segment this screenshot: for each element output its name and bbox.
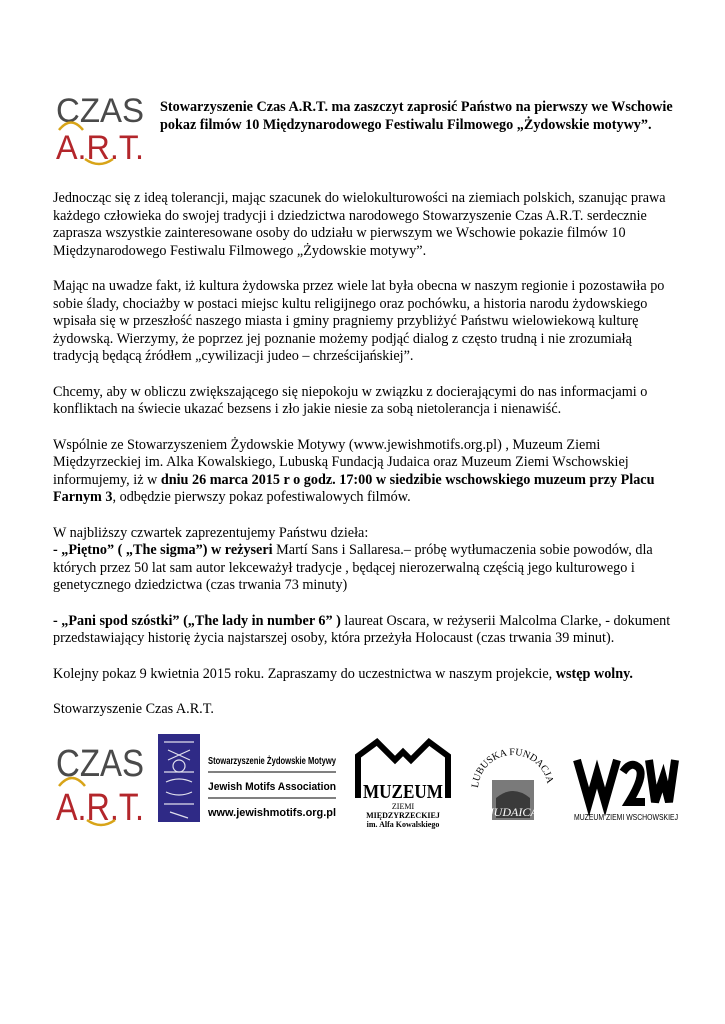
paragraph-film2 (53, 613, 681, 648)
jewish-motifs-logo (156, 732, 376, 827)
wschowa-caption: MUZEUM ZIEMI WSCHOWSKIEJ (574, 813, 678, 822)
paragraph-intro: Jednocząc się z ideą tolerancji, mając szacunek do wielokulturowości na ziemiach polskich, szanując prawa każdego człowieka do swojej tradycji i dziedzictwa narodowego Stowarzyszenie Czas A.R.T. serdecznie zaprasza wszystkie zainteresowane osoby do udziału w pierwszym we Wschowie pokazie filmów 10 Międzynarodowego Festiwalu Filmowego „Żydowskie motywy”. (53, 190, 666, 259)
next-show-text: Kolejny pokaz 9 kwietnia 2015 roku. Zapraszamy do uczestnictwa w naszym projekcie, (53, 665, 556, 682)
films-intro: W najbliższy czwartek zaprezentujemy Państwu dzieła: (53, 524, 369, 541)
muzeum-wschowa-graphic (571, 754, 681, 829)
footer-czas-art-graphic (53, 732, 148, 832)
muzeum-title: MUZEUM (363, 781, 444, 803)
event-date-place: dniu 26 marca 2015 r o godz. 17:00 w siedzibie wschowskiego muzeum przy Placu Farnym 3 (53, 471, 655, 505)
jewish-motifs-graphic (156, 732, 376, 827)
partner-logos (53, 732, 681, 837)
footer-art-text: A.R.T. (56, 787, 144, 829)
muzeum-wschowa-logo (571, 754, 681, 829)
lubuska-fundacja-judaica-logo (468, 742, 558, 832)
paragraph-event-info (53, 437, 681, 507)
invitation-heading: Stowarzyszenie Czas A.R.T. ma zaszczyt zaprosić Państwo na pierwszy we Wschowie pokaz filmów 10 Międzynarodowego Festiwalu Filmowego „Żydowskie motywy”. (160, 99, 673, 133)
muzeum-miedzyrzecz-graphic (353, 738, 453, 838)
czas-text: CZAS (56, 92, 144, 130)
muzeum-line3: im. Alfa Kowalskiego (366, 820, 440, 829)
signature: Stowarzyszenie Czas A.R.T. (53, 701, 214, 717)
paragraph-next-show (53, 666, 681, 684)
paragraph-films (53, 525, 681, 595)
event-info-lead: Wspólnie ze Stowarzyszeniem Żydowskie Motywy (www.jewishmotifs.org.pl) , Muzeum Ziemi Międzyrzeckiej im. Alka Kowalskiego, Lubuską Fundacją Judaica oraz Muzeum Ziemi Wschowskiej informujemy, iż w (53, 436, 629, 488)
jewish-motifs-name-en: Jewish Motifs Association (208, 781, 337, 793)
muzeum-line2: MIĘDZYRZECKIEJ (366, 811, 440, 820)
muzeum-line1: ZIEMI (391, 802, 415, 811)
letter-body (53, 190, 681, 737)
czas-art-logo-graphic (53, 85, 149, 169)
film1-title: - „Piętno” ( „The sigma”) w reżyseri (53, 542, 273, 558)
jewish-motifs-url: www.jewishmotifs.org.pl (207, 807, 336, 819)
paragraph-culture: Mając na uwadze fakt, iż kultura żydowska przez wiele lat była obecna w naszym regionie i pozostawiła po sobie ślady, chociażby w postaci miejsc kultu religijnego oraz pochówku, a historia narodu żydowskiego wpisała się w przeszłość naszego miasta i gminy pragniemy przybliżyć Państwu wielowiekową kulturę żydowską. Wierzymy, że poprzez jej poznanie możemy podjąć dialog z często trudną i nie zrozumiałą tradycją będącą źródłem „cywilizacji judeo – chrześcijańskiej”. (53, 278, 665, 364)
event-info-tail: , odbędzie pierwszy pokaz pofestiwalowych filmów. (112, 489, 411, 505)
free-entry: wstęp wolny. (555, 665, 633, 682)
judaica-text: JUDAICA (488, 805, 538, 819)
paragraph-purpose: Chcemy, aby w obliczu zwiększającego się niepokoju w związku z docierającymi do nas informacjami o konfliktach na świecie ukazać bezsens i zło jakie niesie za sobą nietolerancja i nienawiść. (53, 383, 648, 417)
film1-description: Martí Sans i Sallaresa.– próbę wytłumaczenia sobie powodów, dla których przez 50 lat sam autor lekceważył tradycje , będącej nierozerwalną częścią jego kulturowego i genetycznego dziedzictwa (czas trwania 73 minuty) (53, 542, 653, 593)
film2-title: - „Pani spod szóstki” („The lady in number 6” ) (53, 612, 341, 629)
jewish-motifs-name-pl: Stowarzyszenie Żydowskie Motywy (208, 756, 376, 767)
art-text: A.R.T. (56, 129, 144, 167)
czas-art-logo (53, 85, 149, 169)
lubuska-arc-text: LUBUSKA FUNDACJA (470, 746, 556, 789)
footer-czas-art-logo (53, 732, 148, 832)
footer-czas-text: CZAS (56, 743, 144, 785)
film2-description: laureat Oscara, w reżyserii Malcolma Clarke, - dokument przedstawiający historię życia najstarszej osoby, która przeżyła Holocaust (czas trwania 39 minut). (53, 612, 671, 646)
muzeum-miedzyrzecz-logo (353, 738, 453, 838)
lubuska-fundacja-graphic (468, 742, 558, 832)
